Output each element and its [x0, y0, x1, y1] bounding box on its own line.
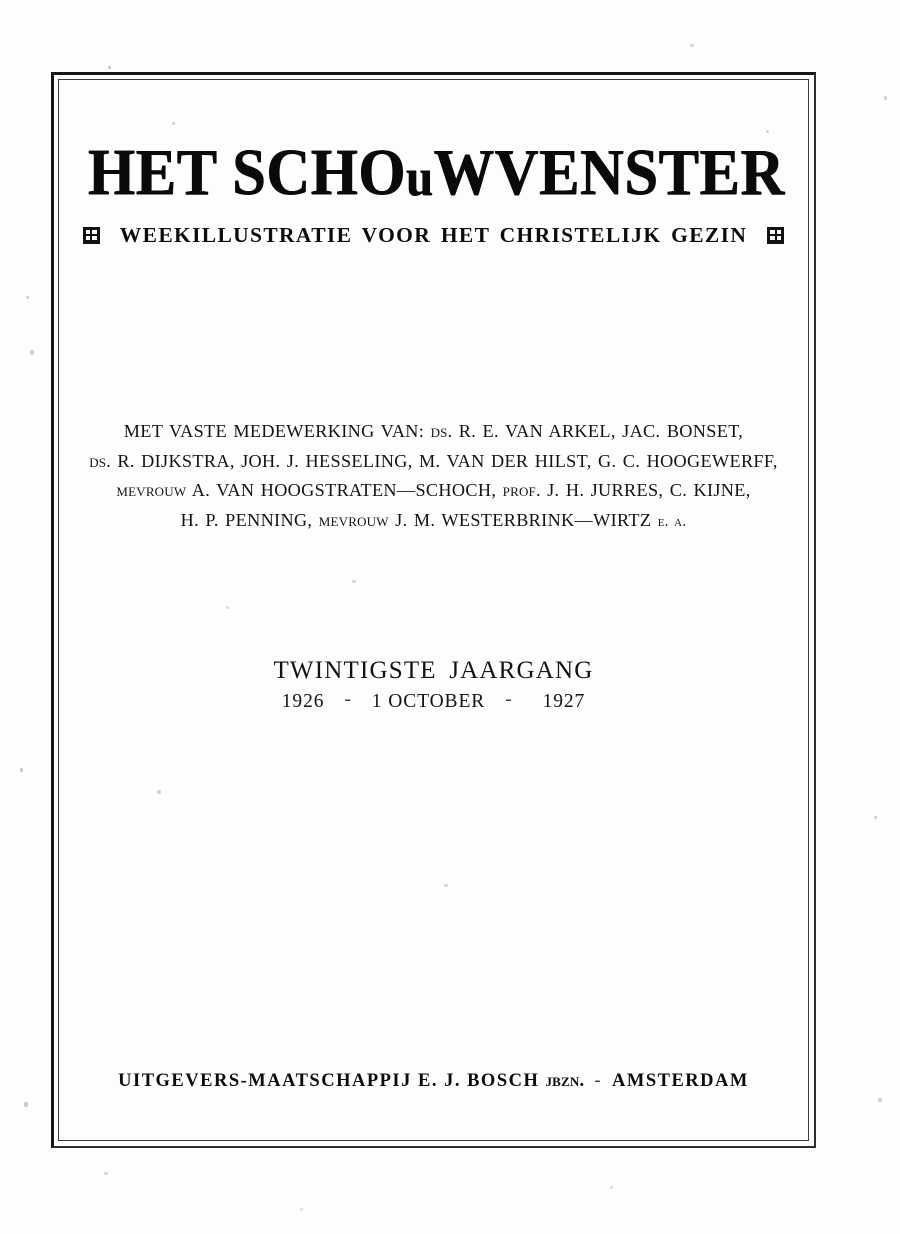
contributor-name: H. P. PENNING, [180, 509, 313, 530]
contributors-line-3 [58, 476, 809, 506]
scan-speckle [610, 1186, 613, 1189]
year-end: 1927 [542, 691, 586, 712]
contributors-line-2 [58, 447, 809, 477]
date-line [58, 691, 809, 713]
scan-speckle [874, 816, 877, 819]
date-separator-left: - [344, 689, 352, 710]
contributor-name: A. VAN HOOGSTRATEN—SCHOCH, [191, 480, 497, 500]
masthead [58, 136, 809, 248]
subtitle: WEEKILLUSTRATIE VOOR HET CHRISTELIJK GEZIN [119, 222, 748, 247]
scan-speckle [26, 296, 29, 299]
scan-speckle [690, 44, 694, 47]
contributors-intro: MET VASTE MEDEWERKING VAN: [123, 421, 425, 441]
contributors-line-1 [58, 417, 809, 447]
windowpane-ornament-icon-right [767, 227, 784, 244]
subtitle-row [58, 223, 809, 248]
scan-speckle [30, 350, 34, 355]
volume-label: TWINTIGSTE JAARGANG [273, 657, 594, 684]
volume-block [58, 657, 809, 713]
date-separator-right: - [505, 689, 513, 710]
scan-speckle [24, 1102, 28, 1107]
honorific-mevrouw: mevrouw [318, 509, 389, 530]
contributor-name: R. DIJKSTRA, JOH. J. HESSELING, M. VAN DER HILST, G. C. HOOGEWERFF, [117, 450, 778, 471]
page-title [88, 136, 785, 209]
scan-speckle [20, 768, 23, 772]
contributor-name: JAC. BONSET, [622, 421, 744, 441]
windowpane-ornament-icon-left [83, 227, 100, 244]
publisher-suffix: jbzn. [545, 1071, 585, 1091]
contributors-line-4 [58, 506, 809, 537]
contributor-name: R. E. VAN ARKEL, [458, 421, 616, 441]
imprint-dash: - [594, 1071, 603, 1091]
scan-speckle [108, 66, 111, 69]
publisher-imprint [58, 1071, 809, 1092]
honorific-ds: ds. [89, 450, 111, 471]
title-page-content [58, 79, 809, 1141]
honorific-mevrouw: mevrouw [116, 480, 187, 500]
honorific-prof: prof. [502, 480, 541, 500]
title-segment-u: u [406, 149, 434, 208]
publisher-name: UITGEVERS-MAATSCHAPPIJ E. J. BOSCH [118, 1071, 540, 1091]
scan-speckle [104, 1172, 108, 1175]
scan-speckle [878, 1098, 882, 1102]
contributor-name: J. H. JURRES, C. KIJNE, [547, 480, 751, 500]
contributor-name: J. M. WESTERBRINK—WIRTZ [395, 509, 652, 530]
year-start: 1926 [281, 691, 325, 712]
publisher-city: AMSTERDAM [612, 1071, 749, 1091]
scan-speckle [884, 96, 887, 100]
title-segment-before: HET SCHO [88, 136, 407, 209]
contributors-block [58, 417, 809, 536]
honorific-ds: ds. [430, 421, 453, 441]
contributors-et-alia: e. a. [657, 512, 687, 530]
scan-speckle [300, 1208, 303, 1211]
title-segment-after: WVENSTER [433, 136, 785, 209]
issue-date: 1 OCTOBER [371, 691, 486, 712]
